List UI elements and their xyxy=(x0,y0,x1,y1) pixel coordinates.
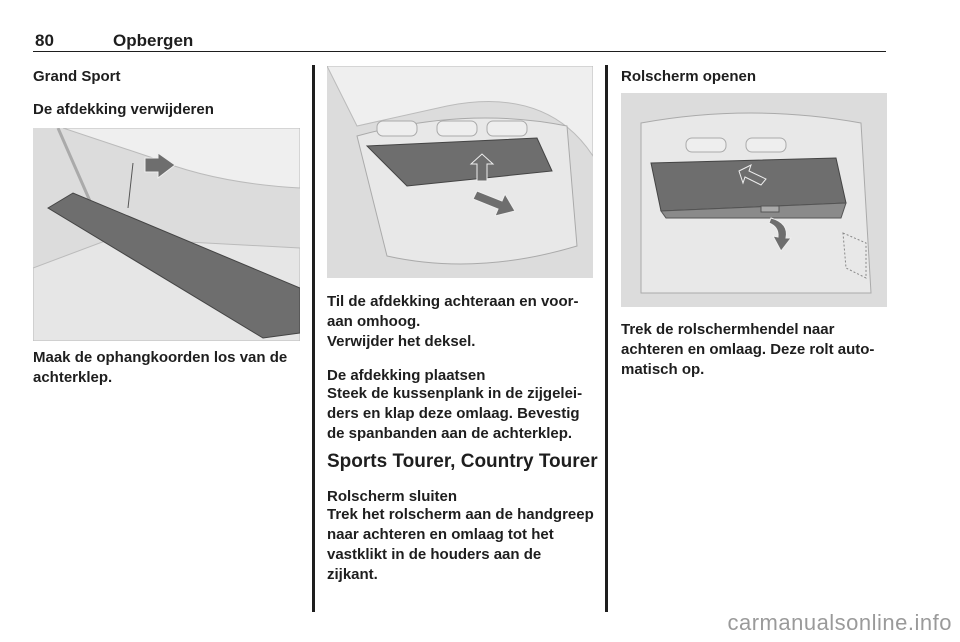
column-divider-left xyxy=(312,65,315,612)
subsection-title-place-cover: De afdekking plaatsen xyxy=(327,367,486,384)
column-divider-right xyxy=(605,65,608,612)
page-number: 80 xyxy=(35,31,54,50)
subsection-title-open-blind: Rolscherm openen xyxy=(621,68,757,85)
paragraph-unhook-cords: Maak de ophangkoorden los van de achterklep. xyxy=(33,349,288,386)
page-header xyxy=(33,0,886,52)
subsection-title-remove-cover: De afdekking verwijderen xyxy=(33,101,214,118)
paragraph-remove-lid: Verwijder het deksel. xyxy=(327,333,476,350)
subsection-title-close-blind: Rolscherm sluiten xyxy=(327,488,458,505)
paragraph-open-blind: Trek de rolschermhendel naar achteren en omlaag. Deze rolt auto-matisch op. xyxy=(621,321,875,378)
paragraph-insert-cover: Steek de kussenplank in de zijgelei-ders en klap deze omlaag. Bevestig de spanbanden aan de achterklep. xyxy=(327,385,583,442)
watermark: carmanualsonline.info xyxy=(727,610,952,635)
section-title-sports-tourer: Sports Tourer, Country Tourer xyxy=(327,451,598,472)
section-title-grand-sport: Grand Sport xyxy=(33,68,121,85)
paragraph-close-blind: Trek het rolscherm aan de handgreep naar achteren en omlaag tot het vastklikt in de houders aan de zijkant. xyxy=(327,506,594,583)
figure-estate-roller-blind xyxy=(621,93,887,307)
paragraph-lift-cover: Til de afdekking achteraan en voor-aan omhoog. xyxy=(327,293,579,330)
chapter-title: Opbergen xyxy=(113,31,194,50)
figure-hatchback-cover xyxy=(327,66,593,278)
figure-tailgate-cover xyxy=(33,128,300,341)
